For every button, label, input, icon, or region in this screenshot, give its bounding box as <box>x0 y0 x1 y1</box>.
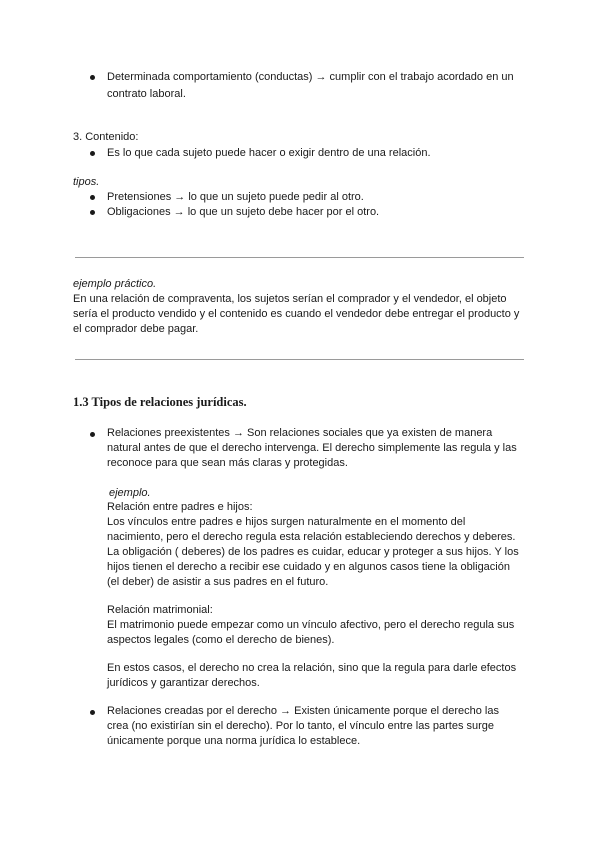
text-line: únicamente porque una norma jurídica lo establece. <box>107 735 361 747</box>
top-bullet-text <box>107 70 514 102</box>
text-line: Relaciones creadas por el derecho → Existen únicamente porque el derecho las <box>107 705 499 717</box>
bullet-dot <box>90 151 95 156</box>
bullet-dot <box>90 710 95 715</box>
text-line: (el deber) de asistir a sus padres en el futuro. <box>107 576 329 588</box>
text-line: En una relación de compraventa, los sujetos serían el comprador y el vendedor, el objeto <box>73 293 507 305</box>
bullet-dot <box>90 195 95 200</box>
text-line: natural antes de que el derecho intervenga. El derecho simplemente las regula y las <box>107 442 517 454</box>
conclusion-text <box>107 661 516 691</box>
text-line: El matrimonio puede empezar como un vínculo afectivo, pero el derecho regula sus <box>107 619 515 631</box>
matrimonial-text <box>107 603 514 648</box>
text-line: Relaciones preexistentes → Son relaciones sociales que ya existen de manera <box>107 427 493 439</box>
text-line: aspectos legales (como el derecho de bienes). <box>107 634 335 646</box>
padres-hijos-text <box>107 500 519 590</box>
bullet-dot <box>90 210 95 215</box>
text-line: reconoce para que sean más claras y protegidas. <box>107 457 348 469</box>
tipos-item-pretensiones: Pretensiones → lo que un sujeto puede pedir al otro. <box>107 191 364 203</box>
ejemplo-practico-label: ejemplo práctico. <box>73 278 157 290</box>
ejemplo-practico-text <box>73 292 519 337</box>
text-line: Los vínculos entre padres e hijos surgen naturalmente en el momento del <box>107 516 466 528</box>
horizontal-divider <box>75 359 524 360</box>
text-line: Relación matrimonial: <box>107 604 213 616</box>
tipos-label: tipos. <box>73 176 100 188</box>
contenido-label: 3. Contenido: <box>73 131 139 143</box>
text-line: jurídicos y garantizar derechos. <box>107 677 260 689</box>
text-line: crea (no existirían sin el derecho). Por lo tanto, el vínculo entre las partes surge <box>107 720 495 732</box>
text-line: el comprador debe pagar. <box>73 323 199 335</box>
preexistentes-text <box>107 426 517 471</box>
text-line: contrato laboral. <box>107 88 186 100</box>
tipos-item-obligaciones: Obligaciones → lo que un sujeto debe hacer por el otro. <box>107 206 380 218</box>
text-line: nacimiento, pero el derecho regula esta relación estableciendo derechos y deberes. <box>107 531 516 543</box>
text-line: hijos tienen el derecho a recibir ese cuidado y en algunos casos tiene la obligación <box>107 561 510 573</box>
bullet-dot <box>90 75 95 80</box>
horizontal-divider <box>75 257 524 258</box>
section-heading: 1.3 Tipos de relaciones jurídicas. <box>73 395 247 409</box>
text-line: Relación entre padres e hijos: <box>107 501 253 513</box>
text-line: sería el producto vendido y el contenido es cuando el vendedor debe entregar el producto y <box>73 308 520 320</box>
text-line: En estos casos, el derecho no crea la relación, sino que la regula para darle efectos <box>107 662 517 674</box>
text-line: Determinada comportamiento (conductas) → cumplir con el trabajo acordado en un <box>107 71 514 83</box>
text-line: La obligación ( deberes) de los padres es cuidar, educar y proteger a sus hijos. Y los <box>107 546 519 558</box>
contenido-bullet: Es lo que cada sujeto puede hacer o exigir dentro de una relación. <box>107 147 431 159</box>
creadas-text <box>107 704 499 749</box>
ejemplo-label: ejemplo. <box>109 487 151 499</box>
bullet-dot <box>90 432 95 437</box>
